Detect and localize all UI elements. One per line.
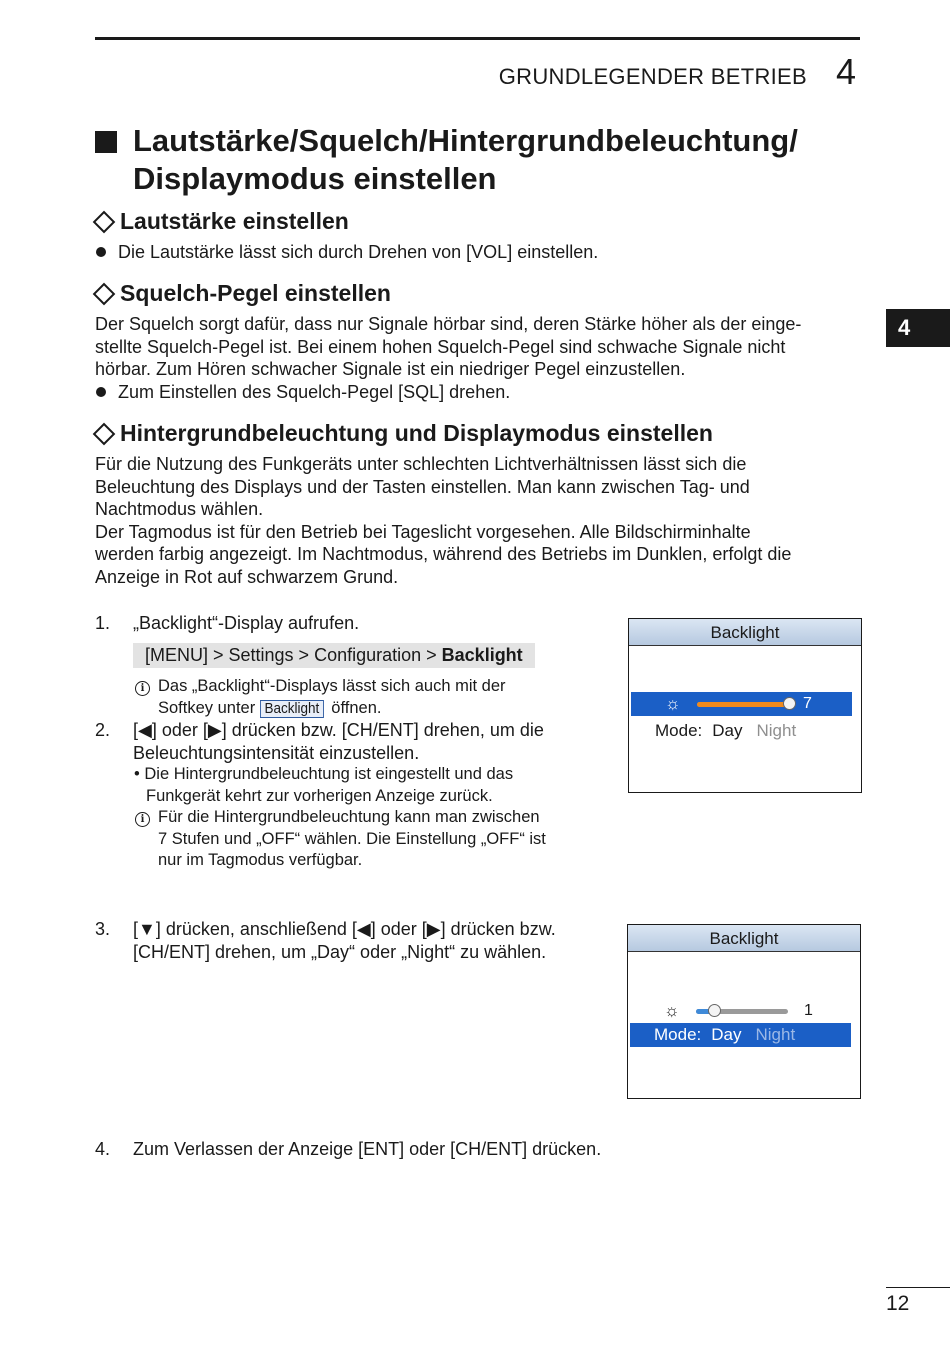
info-icon: i [135, 812, 150, 827]
squelch-paragraph [95, 313, 865, 381]
text-line: werden farbig angezeigt. Im Nachtmodus, während des Betriebs im Dunklen, erfolgt die [95, 544, 792, 565]
bullet-icon [96, 247, 106, 257]
mode-label: Mode: [655, 721, 703, 740]
brightness-slider-knob [783, 697, 796, 710]
step-4-text: Zum Verlassen der Anzeige [ENT] oder [CH/ENT] drücken. [133, 1139, 602, 1159]
mode-label: Mode: [654, 1025, 702, 1044]
step-number: 3. [95, 919, 111, 939]
softkey-backlight: Backlight [260, 700, 324, 718]
sun-icon: ☼ [664, 1001, 680, 1020]
text-line: [▼] drücken, anschließend [◀] oder [▶] drücken bzw. [133, 919, 556, 939]
text-line: Das „Backlight“-Displays lässt sich auch mit der [158, 677, 506, 695]
brightness-slider-knob [708, 1004, 721, 1017]
text-line: [◀] oder [▶] drücken bzw. [CH/ENT] drehen, um die [133, 720, 544, 740]
brightness-level: 7 [803, 695, 812, 712]
step-2-note [158, 807, 546, 872]
step-1-text: „Backlight“-Display aufrufen. [133, 613, 360, 633]
mode-night: Night [756, 721, 797, 740]
brightness-row [630, 999, 851, 1023]
mode-selector [654, 1023, 795, 1047]
diamond-icon [93, 423, 116, 446]
text-line: Für die Hintergrundbeleuchtung kann man zwischen [158, 808, 540, 826]
menu-path-target: Backlight [441, 645, 523, 665]
step-number: 1. [95, 613, 111, 633]
text-line: Der Squelch sorgt dafür, dass nur Signale hörbar sind, deren Stärke höher als der einge- [95, 314, 802, 334]
text-line [158, 698, 506, 720]
text-line: Der Tagmodus ist für den Betrieb bei Tageslicht vorgesehen. Alle Bildschirminhalte [95, 521, 751, 542]
brightness-level: 1 [804, 1002, 813, 1019]
mode-selector [655, 719, 796, 743]
step-2-bullet [134, 764, 513, 807]
chapter-title: GRUNDLEGENDER BETRIEB [498, 64, 807, 89]
mode-row [631, 719, 852, 743]
diamond-icon [93, 211, 116, 234]
mode-day: Day [712, 721, 743, 740]
page-title-line-1: Lautstärke/Squelch/Hintergrundbeleuchtung/ [133, 123, 798, 158]
header-rule [95, 37, 860, 40]
text-line: hörbar. Zum Hören schwacher Signale ist ein niedriger Pegel einzustellen. [95, 359, 686, 380]
section-title-backlight: Hintergrundbeleuchtung und Displaymodus einstellen [120, 420, 713, 446]
squelch-bullet-text: Zum Einstellen des Squelch-Pegel [SQL] drehen. [118, 382, 511, 402]
text-line: Anzeige in Rot auf schwarzem Grund. [95, 566, 399, 587]
brightness-slider-fill [697, 702, 789, 707]
screen-title: Backlight [628, 925, 860, 952]
text-fragment: öffnen. [331, 698, 382, 717]
sun-icon: ☼ [665, 694, 681, 713]
text-line: • Die Hintergrundbeleuchtung ist eingestellt und das [134, 765, 514, 783]
text-line: stellte Squelch-Pegel ist. Bei einem hohen Squelch-Pegel sind schwache Signale nicht [95, 336, 786, 357]
backlight-screen-1 [628, 618, 862, 793]
section-title-squelch: Squelch-Pegel einstellen [120, 280, 391, 306]
mode-night: Night [755, 1025, 796, 1044]
text-line: Für die Nutzung des Funkgeräts unter schlechten Lichtverhältnissen lässt sich die [95, 454, 747, 474]
step-1-note [158, 676, 506, 719]
text-line: Nachtmodus wählen. [95, 499, 264, 520]
footer-rule [886, 1287, 950, 1288]
step-number: 2. [95, 720, 111, 740]
chapter-tab: 4 [886, 309, 950, 347]
bullet-icon [96, 387, 106, 397]
text-fragment: Softkey unter [158, 698, 256, 717]
section-square-icon [95, 131, 117, 153]
page-title [133, 122, 863, 198]
text-line: 7 Stufen und „OFF“ wählen. Die Einstellung „OFF“ ist [158, 829, 546, 848]
page-number: 12 [886, 1292, 910, 1315]
section-title-volume: Lautstärke einstellen [120, 208, 349, 234]
text-line: [CH/ENT] drehen, um „Day“ oder „Night“ zu wählen. [133, 941, 547, 962]
page-title-line-2: Displaymodus einstellen [133, 161, 497, 196]
info-icon: i [135, 681, 150, 696]
text-line: nur im Tagmodus verfügbar. [158, 851, 363, 870]
mode-row [630, 1023, 851, 1047]
menu-path [133, 643, 535, 668]
step-number: 4. [95, 1139, 111, 1159]
step-3-text [133, 918, 556, 963]
mode-day: Day [711, 1025, 742, 1044]
text-line: Beleuchtungsintensität einzustellen. [133, 742, 420, 763]
backlight-paragraph [95, 453, 865, 589]
chapter-number: 4 [836, 51, 857, 92]
screen-title: Backlight [629, 619, 861, 646]
text-line: Beleuchtung des Displays und der Tasten einstellen. Man kann zwischen Tag- und [95, 476, 750, 497]
text-line: Funkgerät kehrt zur vorherigen Anzeige zurück. [146, 786, 493, 805]
brightness-row [631, 692, 852, 716]
step-2-text [133, 719, 544, 764]
menu-path-prefix: [MENU] > Settings > Configuration > [145, 645, 442, 665]
backlight-screen-2 [627, 924, 861, 1099]
diamond-icon [93, 283, 116, 306]
volume-bullet-text: Die Lautstärke lässt sich durch Drehen von [VOL] einstellen. [118, 242, 599, 262]
